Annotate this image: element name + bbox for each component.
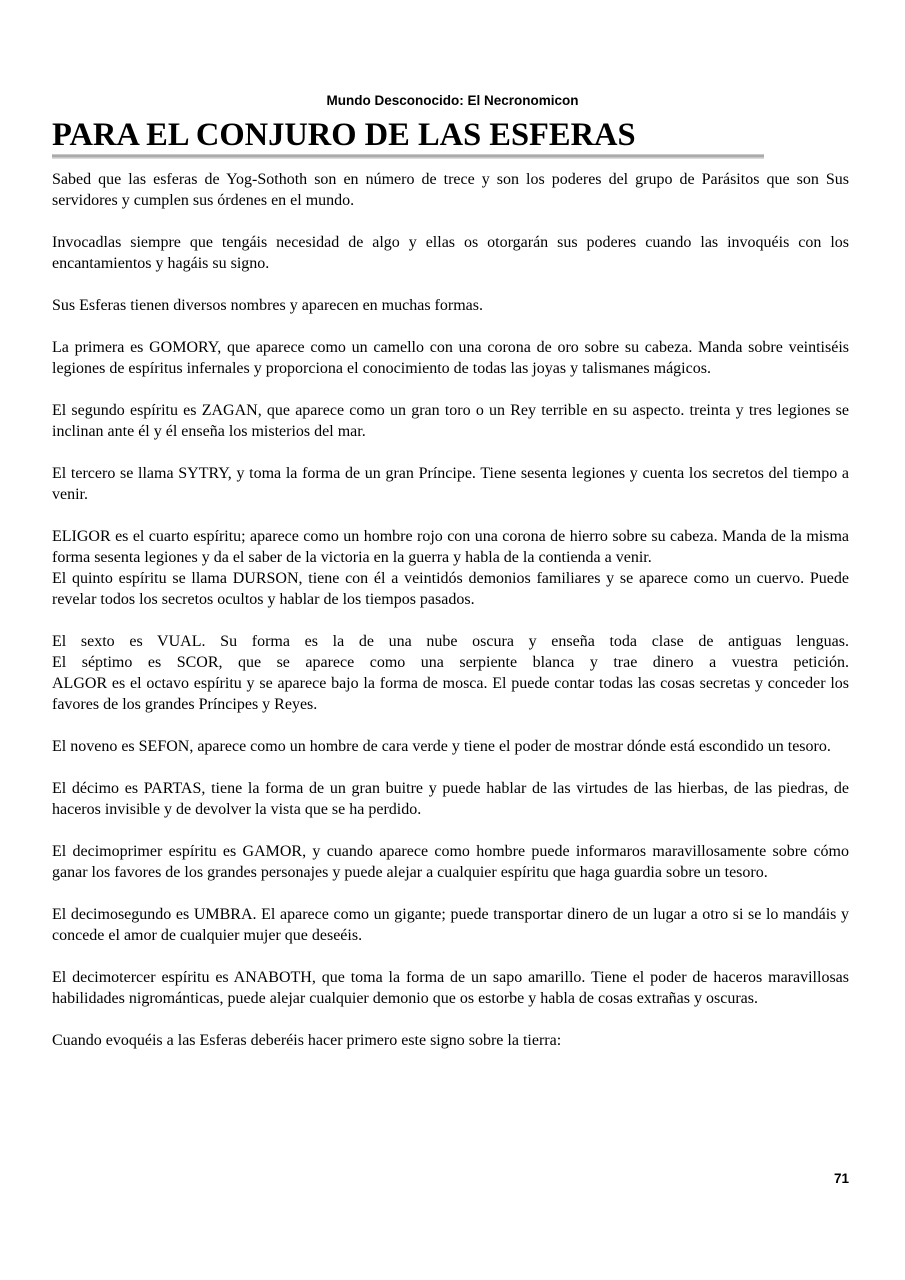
page-title: PARA EL CONJURO DE LAS ESFERAS — [52, 117, 636, 153]
paragraph: El tercero se llama SYTRY, y toma la forma de un gran Príncipe. Tiene sesenta legiones y cuenta los secretos del tiempo a venir. — [52, 465, 849, 503]
running-header: Mundo Desconocido: El Necronomicon — [326, 93, 579, 108]
paragraph: El quinto espíritu se llama DURSON, tiene con él a veintidós demonios familiares y se aparece como un cuervo. Puede revelar todos los secretos ocultos y hablar de los tiempos pasados. — [52, 570, 849, 608]
paragraph-line: El séptimo es SCOR, que se aparece como una serpiente blanca y trae dinero a vuestra petición. — [52, 654, 849, 671]
paragraph-line: ALGOR es el octavo espíritu y se aparece bajo la forma de mosca. El puede contar todas las cosas secretas y conceder los favores de los grandes Príncipes y Reyes. — [52, 675, 849, 713]
paragraph: La primera es GOMORY, que aparece como un camello con una corona de oro sobre su cabeza. Manda sobre veintiséis legiones de espíritus infernales y proporciona el conocimiento de todas las joyas y talismanes mágicos. — [52, 339, 849, 377]
paragraph: El noveno es SEFON, aparece como un hombre de cara verde y tiene el poder de mostrar dónde está escondido un tesoro. — [52, 738, 831, 755]
page-number: 71 — [833, 1171, 849, 1186]
paragraph: Cuando evoquéis a las Esferas deberéis hacer primero este signo sobre la tierra: — [52, 1032, 562, 1049]
paragraph: El décimo es PARTAS, tiene la forma de un gran buitre y puede hablar de las virtudes de las hierbas, de las piedras, de haceros invisible y de devolver la vista que se ha perdido. — [52, 780, 849, 818]
paragraph: El decimotercer espíritu es ANABOTH, que toma la forma de un sapo amarillo. Tiene el poder de haceros maravillosas habilidades nigrománticas, puede alejar cualquier demonio que os estorbe y habla de cosas extrañas y oscuras. — [52, 969, 849, 1007]
paragraph-group — [52, 631, 849, 715]
paragraph-line: El sexto es VUAL. Su forma es la de una nube oscura y enseña toda clase de antiguas lenguas. — [52, 633, 849, 650]
paragraph: El decimosegundo es UMBRA. El aparece como un gigante; puede transportar dinero de un lugar a otro si se lo mandáis y concede el amor de cualquier mujer que deseéis. — [52, 906, 849, 944]
paragraph: Sus Esferas tienen diversos nombres y aparecen en muchas formas. — [52, 297, 483, 314]
paragraph: El decimoprimer espíritu es GAMOR, y cuando aparece como hombre puede informaros maravillosamente sobre cómo ganar los favores de los grandes personajes y puede alejar a cualquier espíritu que haga guardia sobre un tesoro. — [52, 843, 849, 881]
paragraph: ELIGOR es el cuarto espíritu; aparece como un hombre rojo con una corona de hierro sobre su cabeza. Manda de la misma forma sesenta legiones y da el saber de la victoria en la guerra y habla de la contienda a venir. — [52, 528, 849, 566]
body-text — [52, 169, 849, 1051]
paragraph: Sabed que las esferas de Yog-Sothoth son en número de trece y son los poderes del grupo de Parásitos que son Sus servidores y cumplen sus órdenes en el mundo. — [52, 171, 849, 209]
title-underline-rule — [52, 154, 764, 159]
paragraph: Invocadlas siempre que tengáis necesidad de algo y ellas os otorgarán sus poderes cuando las invoquéis con los encantamientos y hagáis su signo. — [52, 234, 849, 272]
paragraph: El segundo espíritu es ZAGAN, que aparece como un gran toro o un Rey terrible en su aspecto. treinta y tres legiones se inclinan ante él y él enseña los misterios del mar. — [52, 402, 849, 440]
